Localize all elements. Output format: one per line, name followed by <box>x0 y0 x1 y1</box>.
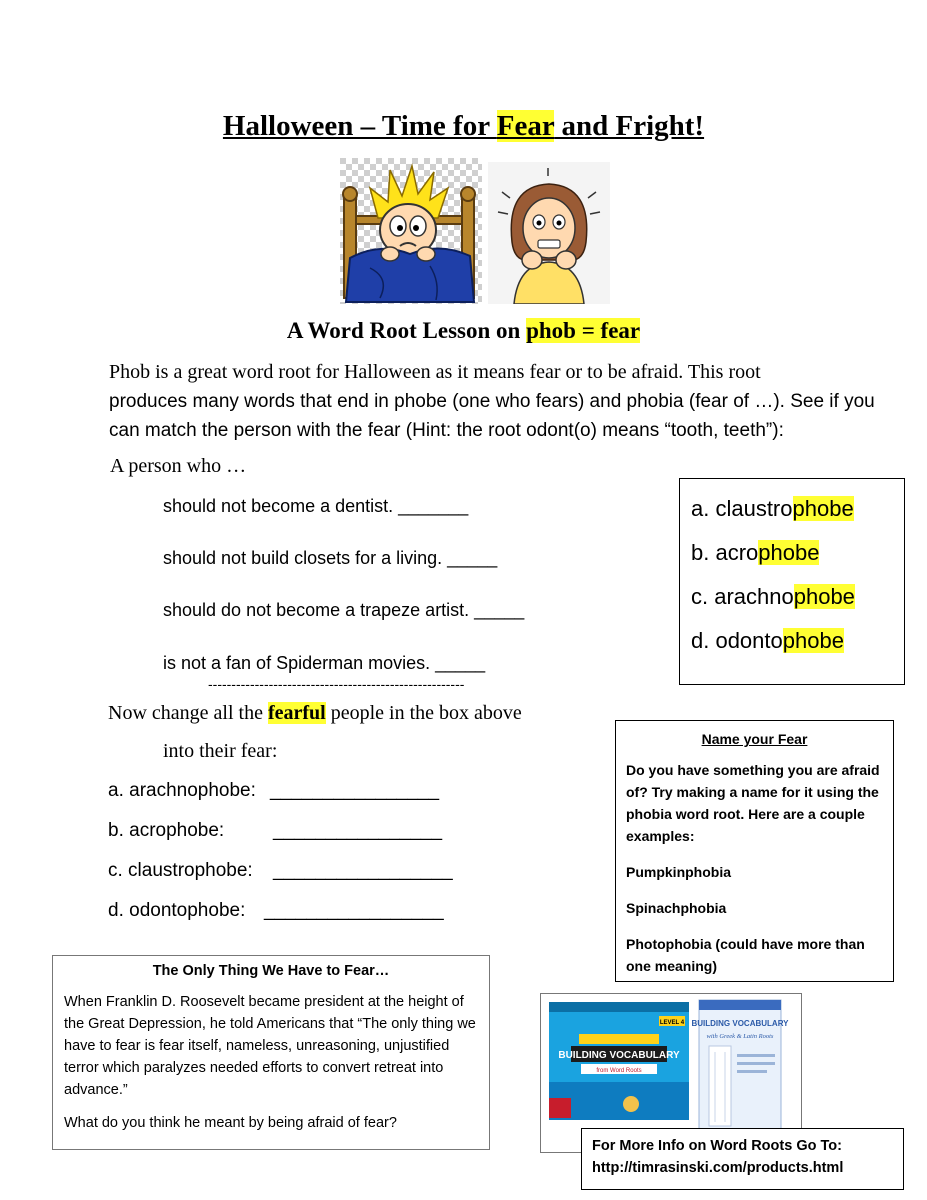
question-4: is not a fan of Spiderman movies. _____ <box>163 653 486 673</box>
fdr-box-question: What do you think he meant by being afraid of fear? <box>64 1115 397 1131</box>
name-box-heading: Name your Fear <box>701 731 808 747</box>
book2-subtitle: with Greek & Latin Roots <box>706 1033 774 1040</box>
title-highlight: Fear <box>496 110 555 142</box>
book1-level: LEVEL 4 <box>659 1020 685 1026</box>
fdr-box-heading: The Only Thing We Have to Fear… <box>152 963 390 979</box>
fill-in-row[interactable]: a. arachnophobe: ________________ <box>108 780 440 801</box>
intro-line-2: produces many words that end in phobe (one who fears) and phobia (fear of …). See if you can match the person with the fear (Hint: the root odont(o) means “tooth, teeth”): <box>109 391 875 441</box>
frightened-woman-illustration <box>488 162 610 304</box>
book-cover-2 <box>691 1000 789 1132</box>
name-box-example: Photophobia (could have more than one meaning) <box>626 936 865 974</box>
fill-in-row[interactable]: b. acrophobe: ________________ <box>108 820 443 841</box>
person-lead: A person who … <box>110 455 247 477</box>
answer-choice: a. claustrophobe <box>691 496 854 521</box>
more-info-box <box>581 1128 904 1190</box>
answer-choices-box <box>679 478 905 685</box>
question-3: should do not become a trapeze artist. _____ <box>163 600 525 620</box>
answer-choice: d. odontophobe <box>691 628 844 653</box>
instruction-line-2: into their fear: <box>163 740 278 762</box>
answer-choice: c. arachnophobe <box>691 584 855 609</box>
book1-subtitle: from Word Roots <box>596 1068 642 1074</box>
more-info-url[interactable]: http://timrasinski.com/products.html <box>592 1160 844 1176</box>
name-your-fear-box <box>615 720 894 982</box>
name-box-body: Do you have something you are afraid of? Try making a name for it using the phobia word root. Here are a couple examples: <box>626 762 880 844</box>
dashed-divider: ------------------------------------------------------- <box>208 676 465 692</box>
name-box-example: Spinachphobia <box>626 900 727 916</box>
name-box-example: Pumpkinphobia <box>626 864 731 880</box>
question-2: should not build closets for a living. _____ <box>163 548 498 568</box>
fill-in-row[interactable]: c. claustrophobe: _________________ <box>108 860 453 881</box>
subtitle-highlight: phob = fear <box>526 318 641 343</box>
more-info-line: For More Info on Word Roots Go To: <box>592 1138 842 1154</box>
answer-choice: b. acrophobe <box>691 540 820 565</box>
instruction-line-1: Now change all the fearful people in the box above <box>108 702 522 724</box>
question-1: should not become a dentist. _______ <box>163 496 469 516</box>
fill-in-row[interactable]: d. odontophobe: _________________ <box>108 900 444 921</box>
scared-boy-illustration <box>340 158 482 304</box>
page-title: Halloween – Time for Fear and Fright! <box>222 110 705 142</box>
intro-paragraph <box>109 358 889 445</box>
fdr-box-body: When Franklin D. Roosevelt became president at the height of the Great Depression, he told Americans that “The only thing we have to fear is fear itself, nameless, unreasoning, unjustified terror which paralyzes needed efforts to convert retreat into advance.” <box>64 994 476 1098</box>
book1-title: BUILDING VOCABULARY <box>558 1050 680 1061</box>
book2-title: BUILDING VOCABULARY <box>691 1019 789 1028</box>
book-cover-1 <box>549 1002 689 1120</box>
fearful-highlight: fearful <box>267 702 326 724</box>
fdr-quote-box <box>52 955 490 1150</box>
intro-line-1: Phob is a great word root for Halloween as it means fear or to be afraid. This root <box>109 361 761 383</box>
lesson-subtitle: A Word Root Lesson on phob = fear <box>286 318 641 343</box>
